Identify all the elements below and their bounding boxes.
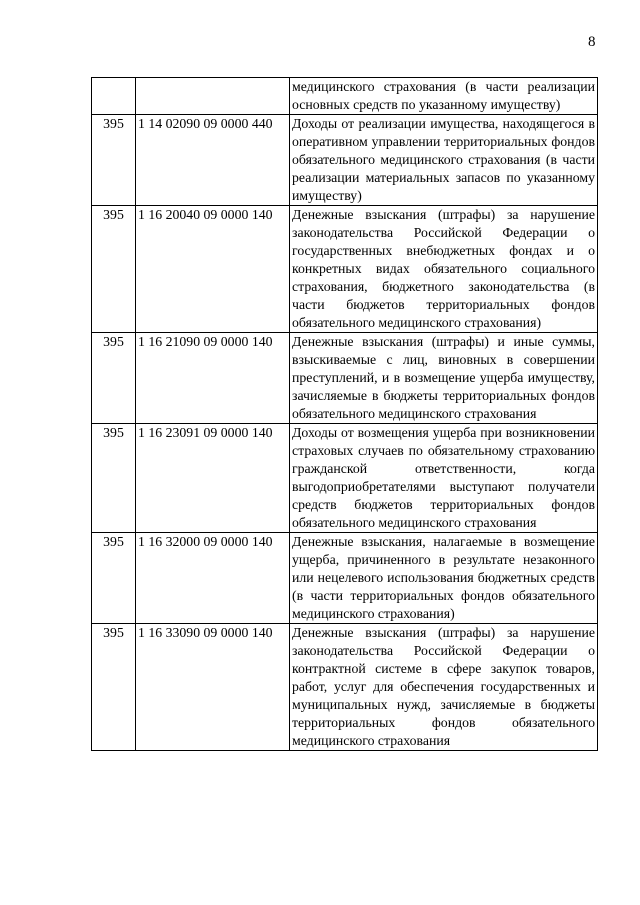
revenue-name-cell: Денежные взыскания (штрафы) и иные суммы, взыскиваемые с лиц, виновных в совершении преступлений, и в возмещение ущерба имуществу, зачисляемые в бюджеты территориальных фондов обязательного медицинского страхования	[290, 333, 598, 424]
admin-code-cell: 395	[92, 206, 136, 333]
revenue-code-cell: 1 16 33090 09 0000 140	[136, 624, 290, 751]
revenue-name-cell: Доходы от возмещения ущерба при возникновении страховых случаев по обязательному страхованию гражданской ответственности, когда выгодоприобретателями выступают получатели средств бюджетов территориальных фондов обязательного медицинского страхования	[290, 424, 598, 533]
revenue-name-cell: медицинского страхования (в части реализации основных средств по указанному имуществу)	[290, 78, 598, 115]
admin-code-cell: 395	[92, 333, 136, 424]
revenue-name-cell: Денежные взыскания, налагаемые в возмещение ущерба, причиненного в результате незаконного или нецелевого использования бюджетных средств (в части территориальных фондов обязательного медицинского страхования)	[290, 533, 598, 624]
table-row	[92, 624, 598, 751]
revenue-code-cell: 1 16 32000 09 0000 140	[136, 533, 290, 624]
admin-code-cell: 395	[92, 624, 136, 751]
revenue-code-cell: 1 16 23091 09 0000 140	[136, 424, 290, 533]
revenue-code-cell: 1 16 20040 09 0000 140	[136, 206, 290, 333]
revenue-code-cell: 1 16 21090 09 0000 140	[136, 333, 290, 424]
table-row	[92, 533, 598, 624]
revenue-name-cell: Денежные взыскания (штрафы) за нарушение законодательства Российской Федерации о контрактной системе в сфере закупок товаров, работ, услуг для обеспечения государственных и муниципальных нужд, зачисляемые в бюджеты территориальных фондов обязательного медицинского страхования	[290, 624, 598, 751]
admin-code-cell: 395	[92, 115, 136, 206]
revenue-codes-table	[91, 77, 598, 751]
admin-code-cell: 395	[92, 424, 136, 533]
table-row	[92, 115, 598, 206]
revenue-name-cell: Доходы от реализации имущества, находящегося в оперативном управлении территориальных фондов обязательного медицинского страхования (в части реализации материальных запасов по указанному имуществу)	[290, 115, 598, 206]
page-number: 8	[588, 34, 596, 50]
table-row	[92, 424, 598, 533]
table-row	[92, 78, 598, 115]
table-row	[92, 206, 598, 333]
table-row	[92, 333, 598, 424]
revenue-code-cell: 1 14 02090 09 0000 440	[136, 115, 290, 206]
admin-code-cell	[92, 78, 136, 115]
revenue-name-cell: Денежные взыскания (штрафы) за нарушение законодательства Российской Федерации о государственных внебюджетных фондах и о конкретных видах обязательного социального страхования, бюджетного законодательства (в части бюджетов территориальных фондов обязательного медицинского страхования)	[290, 206, 598, 333]
admin-code-cell: 395	[92, 533, 136, 624]
revenue-code-cell	[136, 78, 290, 115]
